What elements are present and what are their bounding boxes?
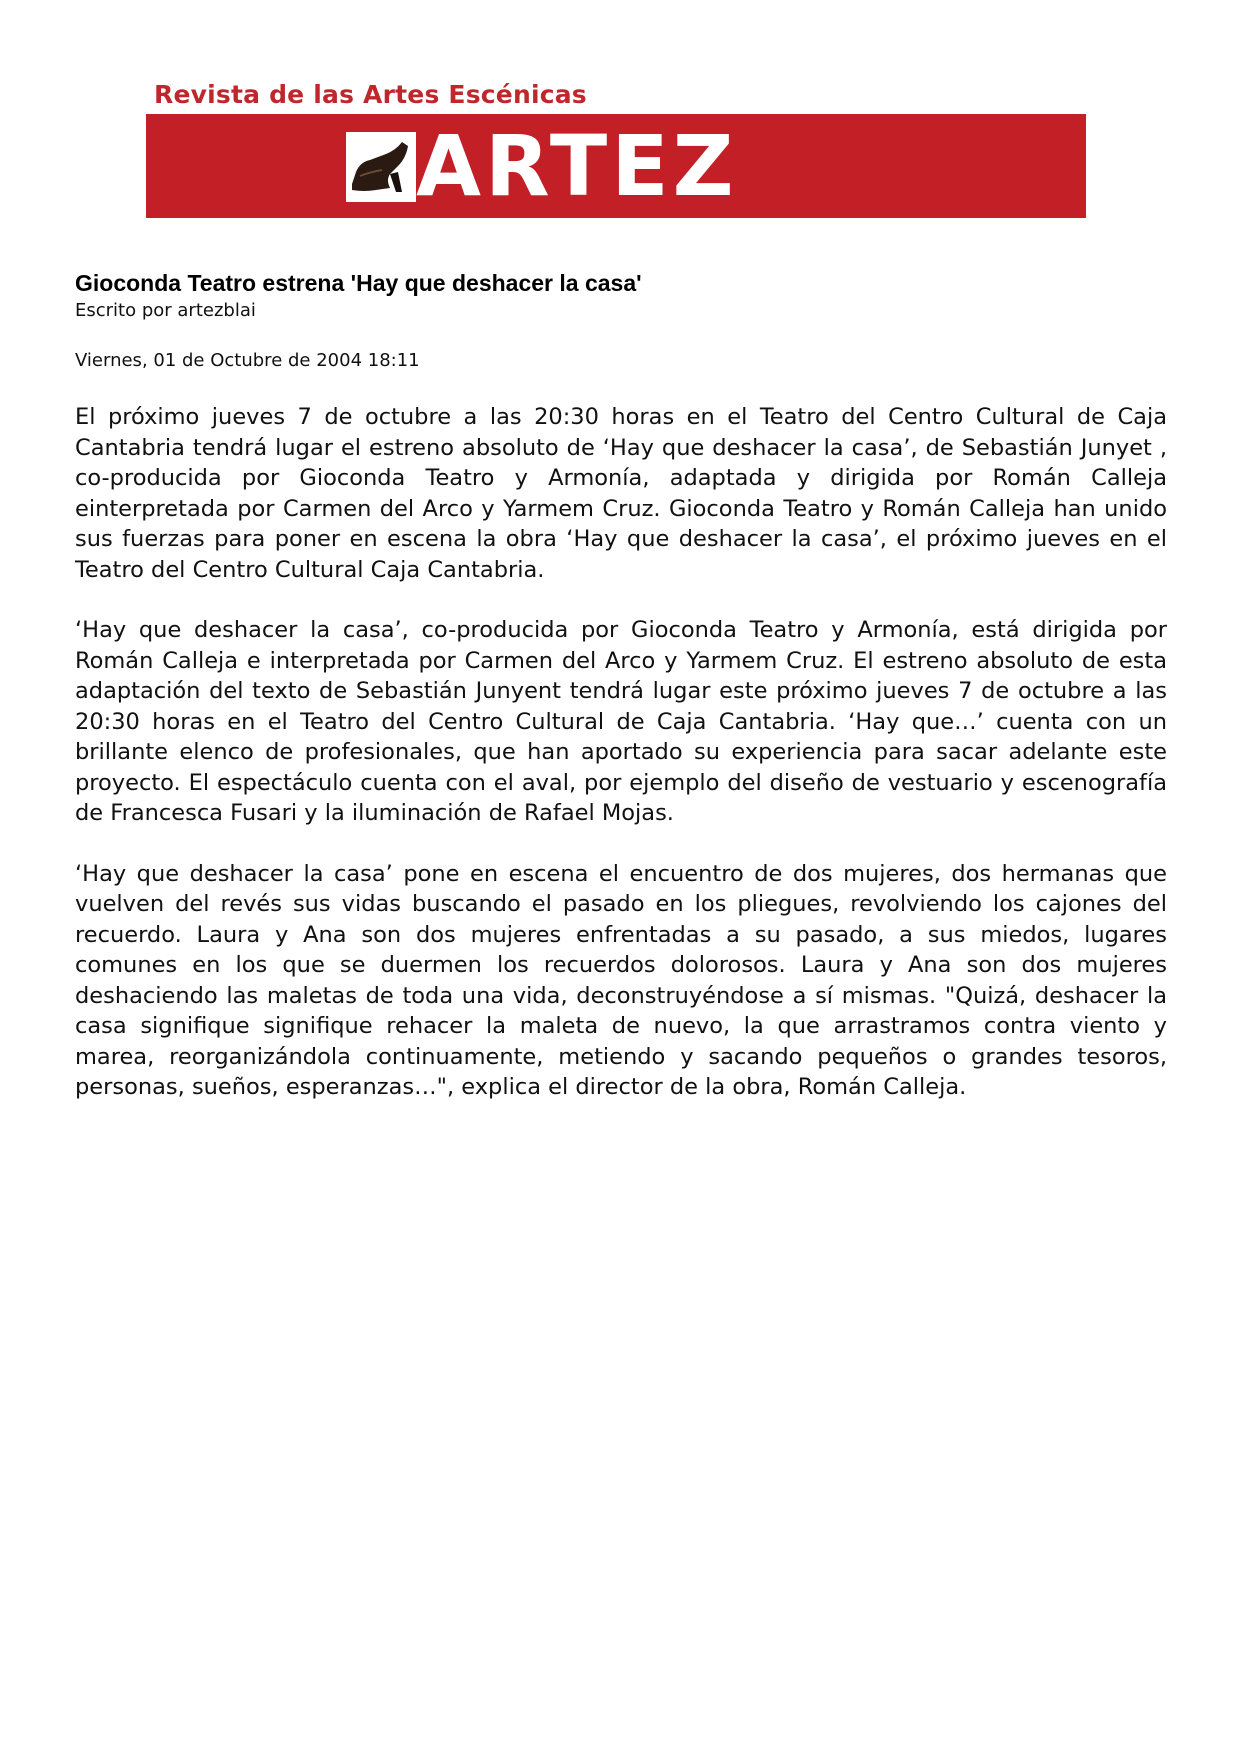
article-paragraph: ‘Hay que deshacer la casa’ pone en escena el encuentro de dos mujeres, dos hermanas que vuelven del revés sus vidas buscando el pasado en los pliegues, revolviendo los cajones del recuerdo. Laura y Ana son dos mujeres enfrentadas a su pasado, a sus miedos, lugares comunes en los que se duermen los recuerdos dolorosos. Laura y Ana son dos mujeres deshaciendo las maletas de toda una vida, deconstruyéndose a sí mismas. "Quizá, deshacer la casa signifique signifique rehacer la maleta de nuevo, la que arrastramos contra viento y marea, reorganizándola continuamente, metiendo y sacando pequeños o grandes tesoros, personas, sueños, esperanzas…", explica el director de la obra, Román Calleja. — [75, 860, 1167, 1100]
article-paragraph: ‘Hay que deshacer la casa’, co-producida por Gioconda Teatro y Armonía, está dirigida por Román Calleja e interpretada por Carmen del Arco y Yarmem Cruz. El estreno absoluto de esta adaptación del texto de Sebastián Junyent tendrá lugar este próximo jueves 7 de octubre a las 20:30 horas en el Teatro del Centro Cultural de Caja Cantabria. ‘Hay que…’ cuenta con un brillante elenco de profesionales, que han aportado su experiencia para sacar adelante este proyecto. El espectáculo cuenta con el aval, por ejemplo del diseño de vestuario y escenografía de Francesca Fusari y la iluminación de Rafael Mojas. — [75, 617, 1167, 826]
masthead-logo-band — [146, 114, 1086, 218]
logo-wordmark: ARTEZ — [416, 117, 738, 215]
article-byline: Escrito por artezblai — [75, 300, 256, 321]
masthead-tagline: Revista de las Artes Escénicas — [154, 80, 587, 109]
masthead — [146, 74, 1086, 218]
article-paragraph: El próximo jueves 7 de octubre a las 20:30 horas en el Teatro del Centro Cultural de Caja Cantabria tendrá lugar el estreno absoluto de ‘Hay que deshacer la casa’, de Sebastián Junyet , co-producida por Gioconda Teatro y Armonía, adaptada y dirigida por Román Calleja einterpretada por Carmen del Arco y Yarmem Cruz. Gioconda Teatro y Román Calleja han unido sus fuerzas para poner en escena la obra ‘Hay que deshacer la casa’, el próximo jueves en el Teatro del Centro Cultural Caja Cantabria. — [75, 404, 1167, 583]
article — [75, 268, 1167, 1103]
shoe-icon — [346, 132, 416, 202]
article-title: Gioconda Teatro estrena 'Hay que deshacer la casa' — [75, 270, 642, 296]
article-date: Viernes, 01 de Octubre de 2004 18:11 — [75, 350, 420, 371]
